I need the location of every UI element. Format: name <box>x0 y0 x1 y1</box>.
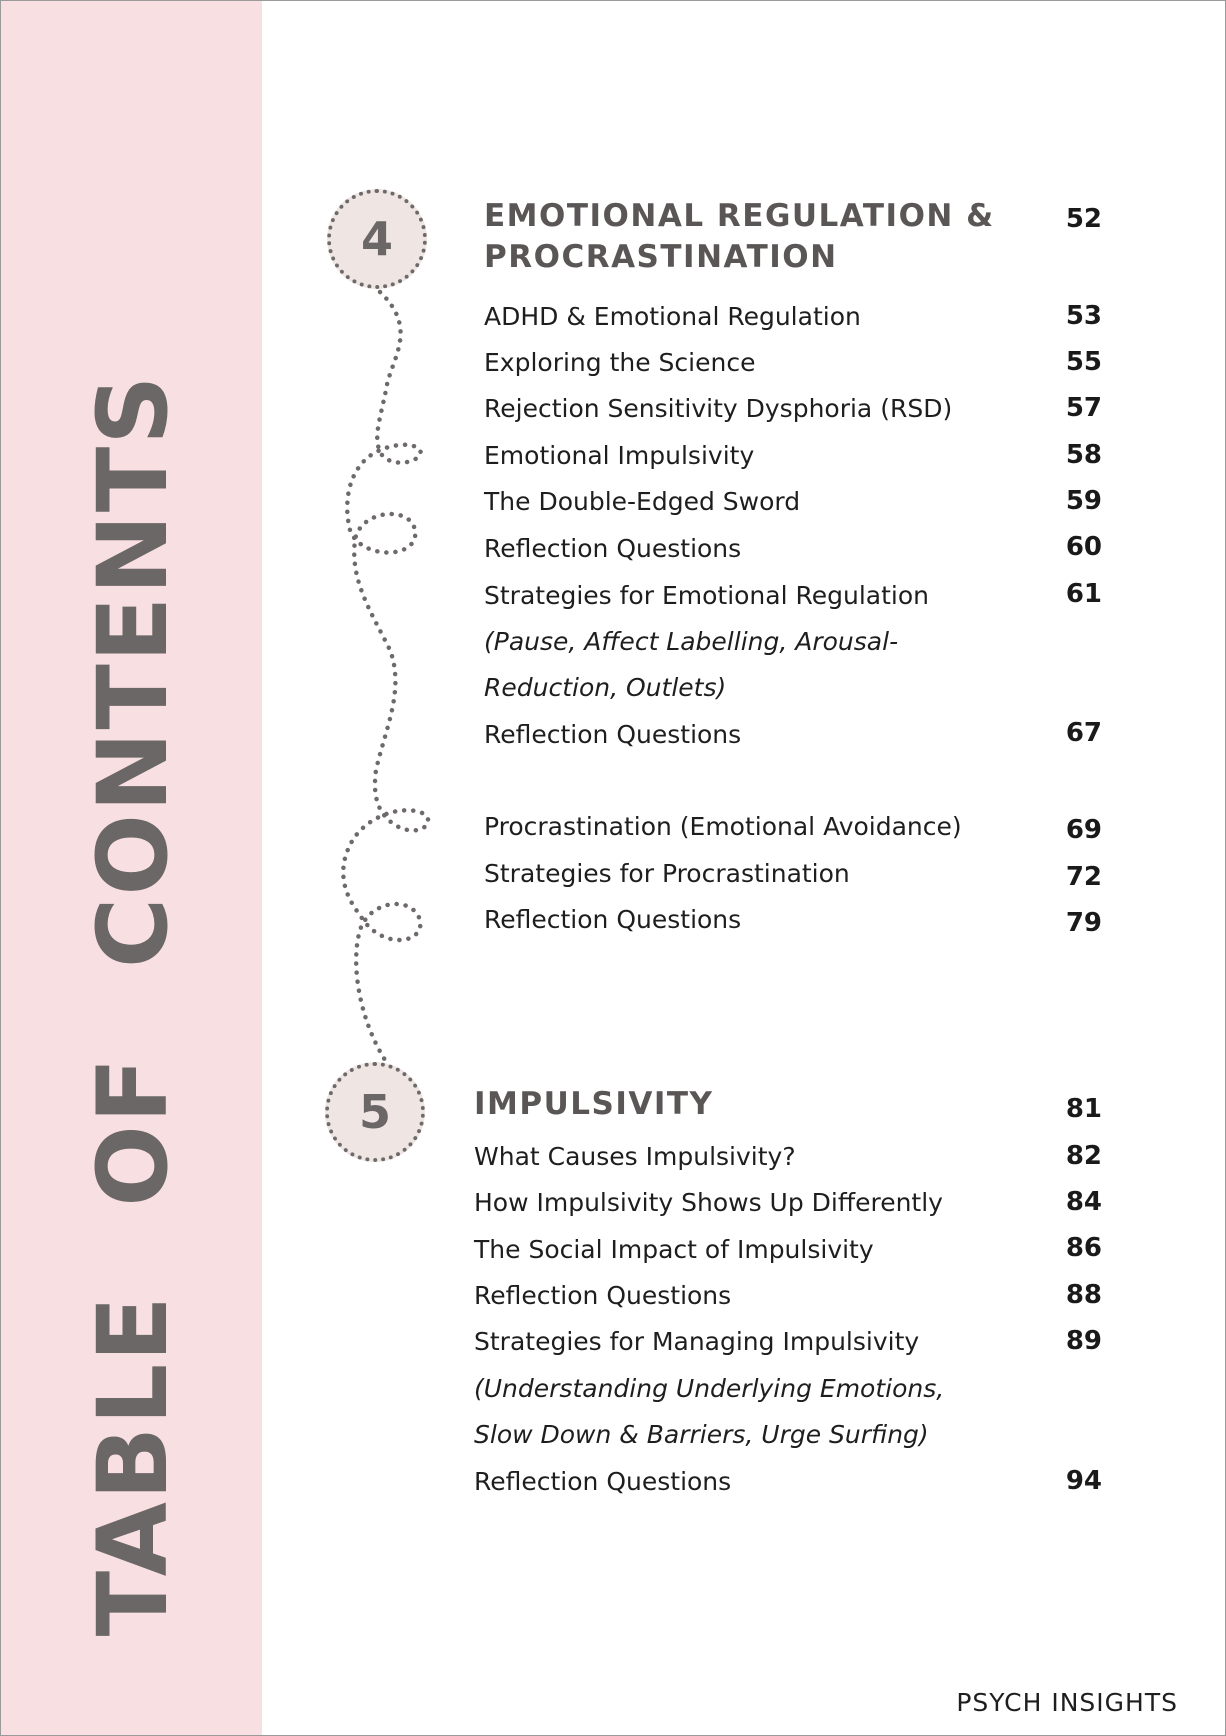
footer-brand: PSYCH INSIGHTS <box>956 1688 1178 1717</box>
chapter-5-page: 81 <box>1065 1094 1102 1124</box>
toc-entry[interactable]: What Causes Impulsivity? <box>474 1142 796 1171</box>
toc-entry[interactable]: Rejection Sensitivity Dysphoria (RSD) <box>484 394 953 423</box>
toc-entry[interactable]: The Double-Edged Sword <box>484 487 801 516</box>
vine-path-upper <box>343 292 428 1060</box>
toc-entry-note: Slow Down & Barriers, Urge Surfing) <box>474 1420 929 1449</box>
toc-entry[interactable]: Reflection Questions <box>484 720 742 749</box>
toc-entry[interactable]: Reflection Questions <box>474 1467 732 1496</box>
toc-page: 89 <box>1065 1326 1102 1356</box>
chapter-4-number: 4 <box>360 212 393 266</box>
toc-page: 72 <box>1065 862 1102 892</box>
toc-page: 69 <box>1065 815 1102 845</box>
chapter-4-title-line2: PROCRASTINATION <box>484 239 838 275</box>
toc-entry-note: (Understanding Underlying Emotions, <box>474 1374 945 1403</box>
toc-entry[interactable]: Strategies for Procrastination <box>484 859 850 888</box>
toc-entry[interactable]: Emotional Impulsivity <box>484 441 755 470</box>
toc-page: 57 <box>1065 393 1102 423</box>
toc-page: 88 <box>1065 1280 1102 1310</box>
chapter-5-title[interactable]: IMPULSIVITY <box>474 1086 714 1122</box>
toc-page: 53 <box>1065 301 1102 331</box>
toc-page: 59 <box>1065 486 1102 516</box>
toc-entry[interactable]: Procrastination (Emotional Avoidance) <box>484 812 962 841</box>
toc-page: 84 <box>1065 1187 1102 1217</box>
toc-page: 94 <box>1065 1466 1102 1496</box>
toc-entry[interactable]: Exploring the Science <box>484 348 756 377</box>
toc-entry[interactable]: How Impulsivity Shows Up Differently <box>474 1188 943 1217</box>
toc-page: 86 <box>1065 1233 1102 1263</box>
toc-entry[interactable]: Reflection Questions <box>474 1281 732 1310</box>
toc-entry[interactable]: The Social Impact of Impulsivity <box>474 1235 874 1264</box>
chapter-4-title[interactable] <box>484 196 995 278</box>
table-of-contents-heading: TABLE OF CONTENTS <box>77 373 189 1637</box>
chapter-4-badge <box>327 189 427 289</box>
toc-page: 79 <box>1065 908 1102 938</box>
chapter-5-badge <box>325 1062 425 1162</box>
toc-page: 82 <box>1065 1141 1102 1171</box>
chapter-4-title-line1: EMOTIONAL REGULATION & <box>484 198 995 234</box>
toc-page: 60 <box>1065 532 1102 562</box>
chapter-5-number: 5 <box>358 1085 391 1139</box>
toc-page: 61 <box>1065 579 1102 609</box>
toc-page: 67 <box>1065 718 1102 748</box>
toc-entry[interactable]: Reflection Questions <box>484 905 742 934</box>
chapter-4-page: 52 <box>1065 204 1102 234</box>
toc-page: 55 <box>1065 347 1102 377</box>
toc-page: 58 <box>1065 440 1102 470</box>
toc-entry[interactable]: ADHD & Emotional Regulation <box>484 302 861 331</box>
toc-entry[interactable]: Strategies for Emotional Regulation <box>484 581 929 610</box>
toc-entry[interactable]: Reflection Questions <box>484 534 742 563</box>
toc-entry-note: Reduction, Outlets) <box>484 673 727 702</box>
toc-entry[interactable]: Strategies for Managing Impulsivity <box>474 1327 920 1356</box>
toc-entry-note: (Pause, Affect Labelling, Arousal- <box>484 627 899 656</box>
